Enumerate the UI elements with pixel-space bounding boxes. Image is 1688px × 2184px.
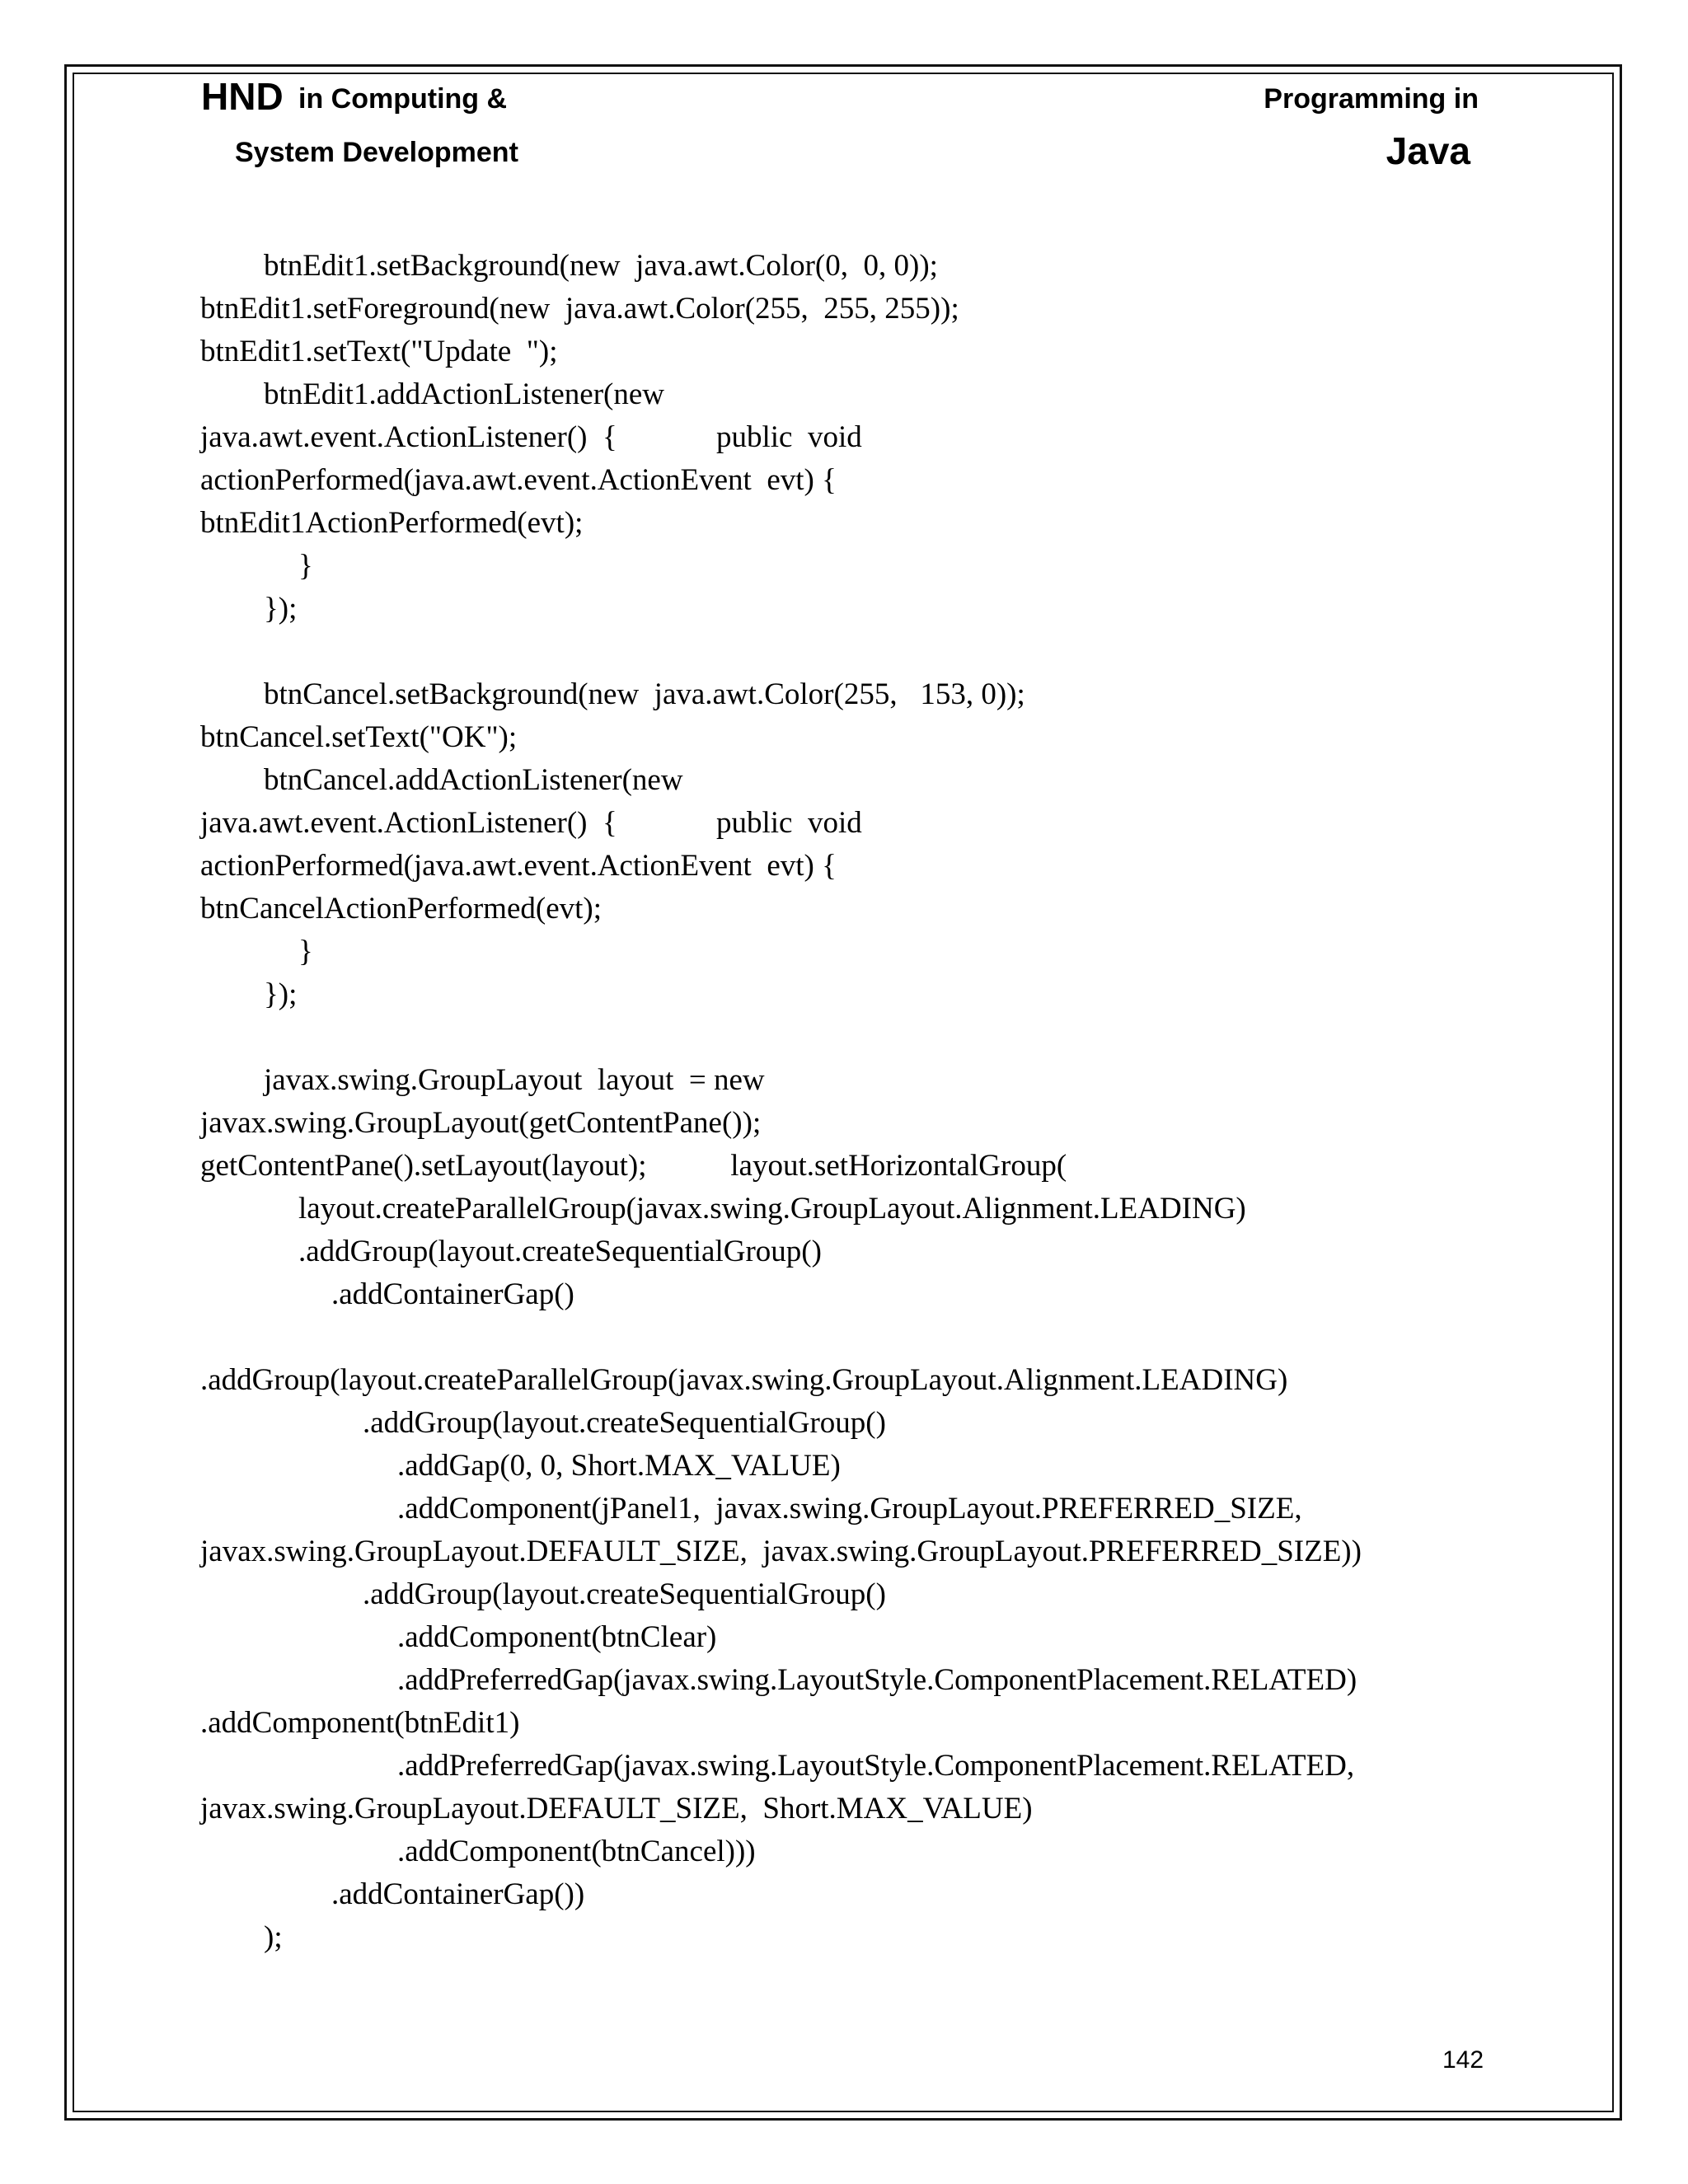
code-line: btnCancel.setText("OK"); [200, 720, 518, 754]
header-programming-in: Programming in [1264, 83, 1479, 115]
code-line: .addContainerGap()) [331, 1877, 585, 1911]
code-line: .addContainerGap() [331, 1277, 574, 1311]
code-line: .addComponent(btnEdit1) [200, 1706, 520, 1740]
code-line: btnCancel.setBackground(new java.awt.Color(255, 153, 0)); [264, 677, 1025, 711]
header-in-computing: in Computing & [298, 83, 508, 115]
code-line: }); [264, 977, 298, 1011]
code-line: actionPerformed(java.awt.event.ActionEvent evt) { [200, 849, 837, 883]
code-line: layout.createParallelGroup(javax.swing.GroupLayout.Alignment.LEADING) [298, 1192, 1246, 1226]
code-line: btnEdit1.addActionListener(new [264, 377, 665, 411]
code-line: btnEdit1.setForeground(new java.awt.Color(255, 255, 255)); [200, 292, 959, 326]
code-line: java.awt.event.ActionListener() { public void [200, 420, 862, 454]
code-line: ); [264, 1920, 283, 1954]
code-line: .addPreferredGap(javax.swing.LayoutStyle.ComponentPlacement.RELATED, [397, 1749, 1355, 1783]
code-line: .addComponent(jPanel1, javax.swing.GroupLayout.PREFERRED_SIZE, [397, 1492, 1302, 1526]
code-line: } [298, 549, 313, 583]
code-line: btnCancel.addActionListener(new [264, 763, 683, 797]
code-line: btnEdit1.setBackground(new java.awt.Color(0, 0, 0)); [264, 249, 938, 283]
code-line: .addGroup(layout.createSequentialGroup() [298, 1235, 822, 1268]
header-system-development: System Development [235, 137, 518, 168]
code-line: javax.swing.GroupLayout(getContentPane()); [200, 1106, 762, 1140]
code-line: btnEdit1.setText("Update "); [200, 335, 558, 368]
code-line: javax.swing.GroupLayout.DEFAULT_SIZE, javax.swing.GroupLayout.PREFERRED_SIZE)) [200, 1535, 1362, 1568]
code-line: javax.swing.GroupLayout.DEFAULT_SIZE, Short.MAX_VALUE) [200, 1792, 1033, 1825]
page-number: 142 [1442, 2046, 1484, 2074]
code-line: .addPreferredGap(javax.swing.LayoutStyle.ComponentPlacement.RELATED) [397, 1663, 1357, 1697]
code-line: }); [264, 592, 298, 626]
code-line: getContentPane().setLayout(layout); layout.setHorizontalGroup( [200, 1149, 1067, 1183]
code-line: } [298, 935, 313, 968]
code-line: .addComponent(btnClear) [397, 1620, 717, 1654]
code-line: java.awt.event.ActionListener() { public void [200, 806, 862, 840]
code-line: btnCancelActionPerformed(evt); [200, 892, 602, 926]
code-line: .addGroup(layout.createSequentialGroup() [363, 1406, 886, 1440]
code-line: actionPerformed(java.awt.event.ActionEvent evt) { [200, 463, 837, 497]
code-line: .addGap(0, 0, Short.MAX_VALUE) [397, 1449, 841, 1483]
header-hnd: HND [201, 75, 284, 118]
header-java: Java [1386, 129, 1470, 172]
code-line: .addGroup(layout.createSequentialGroup() [363, 1577, 886, 1611]
code-line: .addGroup(layout.createParallelGroup(javax.swing.GroupLayout.Alignment.LEADING) [200, 1363, 1288, 1397]
code-line: javax.swing.GroupLayout layout = new [264, 1063, 765, 1097]
code-line: btnEdit1ActionPerformed(evt); [200, 506, 584, 540]
code-line: .addComponent(btnCancel))) [397, 1835, 756, 1868]
